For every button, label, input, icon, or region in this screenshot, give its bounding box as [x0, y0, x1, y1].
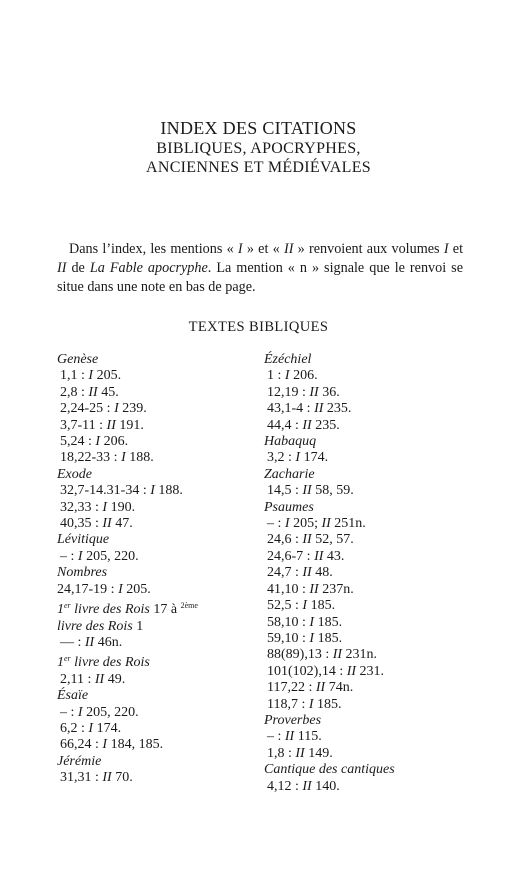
reference-line: 52,5 : I 185.	[267, 598, 336, 614]
index-entry-rois: 1er livre des Rois 17 à $^{2ème}$ livre des Rois 1 — : II 46n. 1er livre des Rois 2,11 : II 49.	[57, 601, 198, 687]
reference-line: 18,22-33 : I 188.	[60, 450, 154, 466]
reference-line: 31,31 : II 70.	[60, 770, 133, 786]
reference-line: – : I 205, 220.	[60, 548, 139, 564]
index-subtitle-line2: ANCIENNES ET MÉDIÉVALES	[146, 159, 371, 176]
reference-line: – : I 205, 220.	[60, 704, 139, 720]
index-column-left	[57, 352, 257, 787]
reference-line: 44,4 : II 235.	[267, 417, 340, 433]
book-name: Jérémie	[57, 753, 102, 769]
intro-paragraph: Dans l’index, les mentions « I » et « II » renvoient aux volumes I et II de La Fable apocryphe. La mention « n » signale que le renvoi se situe dans une note en bas de page.	[57, 241, 464, 295]
index-entry	[264, 713, 474, 762]
reference-line: 2,8 : II 45.	[60, 384, 119, 400]
reference-line: – : II 115.	[267, 729, 322, 745]
index-entry	[57, 754, 257, 787]
reference-line: 32,7-14.31-34 : I 188.	[60, 483, 183, 499]
index-column-right	[264, 352, 474, 795]
reference-line: 32,33 : I 190.	[60, 499, 136, 515]
index-entry	[57, 467, 257, 533]
book-name: Nombres	[57, 565, 108, 581]
reference-line: 24,6 : II 52, 57.	[267, 532, 354, 548]
reference-line: 43,1-4 : II 235.	[267, 401, 352, 417]
book-name: Ésaïe	[57, 688, 89, 704]
index-entry	[264, 500, 474, 713]
reference-line: 24,17-19 : I 205.	[57, 581, 151, 597]
reference-line: 117,22 : II 74n.	[267, 680, 354, 696]
reference-line: 101(102),14 : II 231.	[267, 663, 385, 679]
section-title: TEXTES BIBLIQUES	[188, 319, 329, 335]
reference-line: 1,8 : II 149.	[267, 745, 333, 761]
reference-line: 14,5 : II 58, 59.	[267, 483, 354, 499]
reference-line: 6,2 : I 174.	[60, 720, 122, 736]
reference-line: 59,10 : I 185.	[267, 630, 343, 646]
reference-line: 12,19 : II 36.	[267, 384, 340, 400]
reference-line: 1 : I 206.	[267, 368, 318, 384]
reference-line: 41,10 : II 237n.	[267, 581, 354, 597]
reference-line: 3,2 : I 174.	[267, 450, 329, 466]
book-name: Habaquq	[264, 434, 317, 450]
book-name: Cantique des cantiques	[264, 762, 395, 778]
reference-line: 24,7 : II 48.	[267, 565, 333, 581]
book-name: Zacharie	[264, 466, 315, 482]
book-name: Proverbes	[264, 712, 322, 728]
reference-line: 5,24 : I 206.	[60, 434, 129, 450]
reference-line: 118,7 : I 185.	[267, 696, 342, 712]
book-name: Exode	[57, 466, 92, 482]
reference-line: 3,7-11 : II 191.	[60, 417, 144, 433]
index-entry	[57, 352, 257, 467]
reference-line: 58,10 : I 185.	[267, 614, 343, 630]
reference-line: 4,12 : II 140.	[267, 778, 340, 794]
reference-line: 1,1 : I 205.	[60, 368, 122, 384]
index-entry	[57, 565, 257, 598]
reference-line: – : I 205; II 251n.	[267, 516, 366, 532]
index-entry	[264, 762, 474, 795]
book-name: Lévitique	[57, 532, 110, 548]
reference-line: 2,24-25 : I 239.	[60, 401, 147, 417]
reference-line: 88(89),13 : II 231n.	[267, 647, 378, 663]
index-entry	[264, 467, 474, 500]
index-entry	[57, 688, 257, 754]
index-subtitle-line1: BIBLIQUES, APOCRYPHES,	[156, 140, 361, 157]
reference-line: 24,6-7 : II 43.	[267, 548, 345, 564]
reference-line: 40,35 : II 47.	[60, 516, 133, 532]
index-entry	[264, 434, 474, 467]
index-entry	[264, 352, 474, 434]
book-name: Genèse	[57, 352, 99, 367]
index-title: INDEX DES CITATIONS	[160, 118, 357, 138]
index-entry	[57, 532, 257, 565]
book-name: Psaumes	[264, 499, 314, 515]
reference-line: 66,24 : I 184, 185.	[60, 737, 164, 753]
book-name: Ézéchiel	[264, 352, 312, 367]
